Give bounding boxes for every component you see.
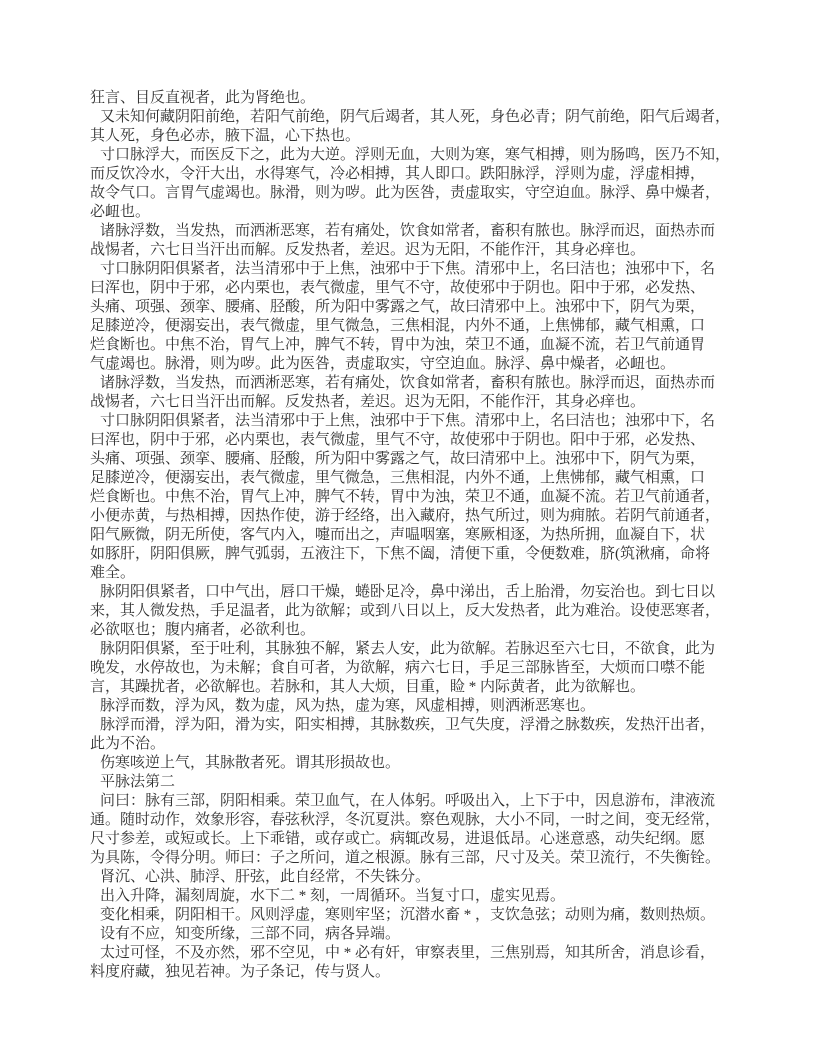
- text-line: 足膝逆冷，便溺妄出，表气微虚，里气微急，三焦相混，内外不通，上焦怫郁，藏气相熏，口: [90, 470, 706, 486]
- text-line: 寸口脉阴阳俱紧者，法当清邪中于上焦，浊邪中于下焦。清邪中上，名曰洁也；浊邪中下，名: [100, 261, 716, 277]
- text-line: 阳气厥微，阴无所使，客气内入，嚏而出之，声嗢咽塞，寒厥相逐，为热所拥，血凝自下，状: [90, 527, 706, 543]
- text-line: 太过可怪，不及亦然，邪不空见，中 * 必有奸，审察表里，三焦别焉，知其所舍，消息诊看，: [100, 945, 716, 961]
- text-line: 通。随时动作，效象形容，春弦秋浮，冬沉夏洪。察色观脉，大小不同，一时之间，变无经常，: [90, 812, 721, 828]
- text-line: 言，其躁扰者，必欲解也。若脉和，其人大烦，目重，睑 * 内际黄者，此为欲解也。: [90, 679, 646, 695]
- text-line: 诸脉浮数，当发热，而洒淅恶寒，若有痛处，饮食如常者，畜积有脓也。脉浮而迟，面热赤而: [100, 375, 716, 391]
- text-line: 脉阴阳俱紧者，口中气出，唇口干燥，蜷卧足冷，鼻中涕出，舌上胎滑，勿妄治也。到七日以: [100, 584, 716, 600]
- text-line: 烂食断也。中焦不治，胃气上冲，脾气不转，胃中为浊，荣卫不通，血凝不流。若卫气前通者，: [90, 489, 721, 505]
- text-line: 问曰：脉有三部，阴阳相乘。荣卫血气，在人体躬。呼吸出入，上下于中，因息游布，津液流: [100, 793, 716, 809]
- text-line: 此为不治。: [90, 736, 166, 752]
- text-line: 狂言、目反直视者，此为肾绝也。: [90, 90, 316, 106]
- text-line: 战惕者，六七日当汗出而解。反发热者，差迟。迟为无阳，不能作汗，其身必痒也。: [90, 394, 646, 410]
- text-line: 脉浮而数，浮为风，数为虚，风为热，虚为寒，风虚相搏，则洒淅恶寒也。: [100, 698, 596, 714]
- text-line: 脉浮而滑，浮为阳，滑为实，阳实相搏，其脉数疾，卫气失度，浮滑之脉数疾，发热汗出者，: [100, 717, 716, 733]
- text-line: 脉阴阳俱紧，至于吐利，其脉独不解，紧去人安，此为欲解。若脉迟至六七日，不欲食，此为: [100, 641, 716, 657]
- text-line: 气虚竭也。脉滑，则为哕。此为医咎，责虚取实，守空迫血。脉浮、鼻中燥者，必衄也。: [90, 356, 676, 372]
- text-line: 来，其人微发热，手足温者，此为欲解；或到八日以上，反大发热者，此为难治。设使恶寒者，: [90, 603, 721, 619]
- text-line: 曰浑也，阴中于邪，必内栗也，表气微虚，里气不守，故使邪中于阴也。阳中于邪，必发热、: [90, 432, 706, 448]
- text-line: 平脉法第二: [100, 774, 176, 790]
- text-line: 寸口脉浮大，而医反下之，此为大逆。浮则无血，大则为寒，寒气相搏，则为肠鸣，医乃不知，: [100, 147, 731, 163]
- text-line: 如豚肝，阴阳俱厥，脾气弧弱，五液注下，下焦不阖，清便下重，令便数难，脐(筑湫痛，命将: [90, 546, 710, 562]
- text-line: 必欲呕也；腹内痛者，必欲利也。: [90, 622, 316, 638]
- text-line: 必衄也。: [90, 204, 151, 220]
- text-line: 诸脉浮数，当发热，而洒淅恶寒，若有痛处，饮食如常者，畜积有脓也。脉浮而迟，面热赤而: [100, 223, 716, 239]
- document-text: [90, 89, 740, 982]
- text-line: 其人死，身色必赤，腋下温，心下热也。: [90, 128, 361, 144]
- text-line: 又未知何藏阴阳前绝，若阳气前绝，阴气后竭者，其人死，身色必青；阴气前绝，阳气后竭者，: [100, 109, 731, 125]
- text-line: 故令气口。言胃气虚竭也。脉滑，则为哕。此为医咎，责虚取实，守空迫血。脉浮、鼻中燥者，: [90, 185, 721, 201]
- text-line: 战惕者，六七日当汗出而解。反发热者，差迟。迟为无阳，不能作汗，其身必痒也。: [90, 242, 646, 258]
- text-line: 料度府藏，独见若神。为子条记，传与贤人。: [90, 964, 391, 980]
- text-line: 难全。: [90, 565, 136, 581]
- text-line: 头痛、项强、颈挛、腰痛、胫酸，所为阳中雾露之气，故曰清邪中上。浊邪中下，阴气为栗，: [90, 451, 706, 467]
- text-line: 烂食断也。中焦不治，胃气上冲，脾气不转，胃中为浊，荣卫不通，血凝不流，若卫气前通胃: [90, 337, 706, 353]
- text-line: 出入升降，漏刻周旋，水下二 * 刻，一周循环。当复寸口，虚实见焉。: [100, 888, 566, 904]
- text-line: 伤寒咳逆上气，其脉散者死。谓其形损故也。: [100, 755, 401, 771]
- text-line: 小便赤黄，与热相搏，因热作使，游于经络，出入藏府，热气所过，则为痈脓。若阴气前通者，: [90, 508, 721, 524]
- text-line: 晚发，水停故也，为未解；食自可者，为欲解，病六七日，手足三部脉皆至，大烦而口噤不能: [90, 660, 706, 676]
- text-line: 头痛、项强、颈挛、腰痛、胫酸，所为阳中雾露之气，故曰清邪中上。浊邪中下，阴气为栗，: [90, 299, 706, 315]
- text-line: 寸口脉阴阳俱紧者，法当清邪中于上焦，浊邪中于下焦。清邪中上，名曰洁也；浊邪中下，名: [100, 413, 716, 429]
- text-line: 足膝逆冷，便溺妄出，表气微虚，里气微急，三焦相混，内外不通，上焦怫郁，藏气相熏，口: [90, 318, 706, 334]
- text-line: 为具陈，令得分明。师曰：子之所问，道之根源。脉有三部，尺寸及关。荣卫流行，不失衡铨。: [90, 850, 721, 866]
- text-line: 肾沉、心洪、肺浮、肝弦，此自经常，不失铢分。: [100, 869, 431, 885]
- text-line: 尺寸参差，或短或长。上下乖错，或存或亡。病辄改易，进退低昂。心迷意惑，动失纪纲。愿: [90, 831, 706, 847]
- text-line: 设有不应，知变所缘，三部不同，病各异端。: [100, 926, 401, 942]
- text-line: 变化相乘，阴阳相干。风则浮虚，寒则牢坚；沉潜水畜 * ，支饮急弦；动则为痛，数则热烦。: [100, 907, 716, 923]
- text-line: 曰浑也，阴中于邪，必内栗也，表气微虚，里气不守，故使邪中于阴也。阳中于邪，必发热、: [90, 280, 706, 296]
- text-line: 而反饮冷水，令汗大出，水得寒气，冷必相搏，其人即口。跌阳脉浮，浮则为虚，浮虚相搏，: [90, 166, 706, 182]
